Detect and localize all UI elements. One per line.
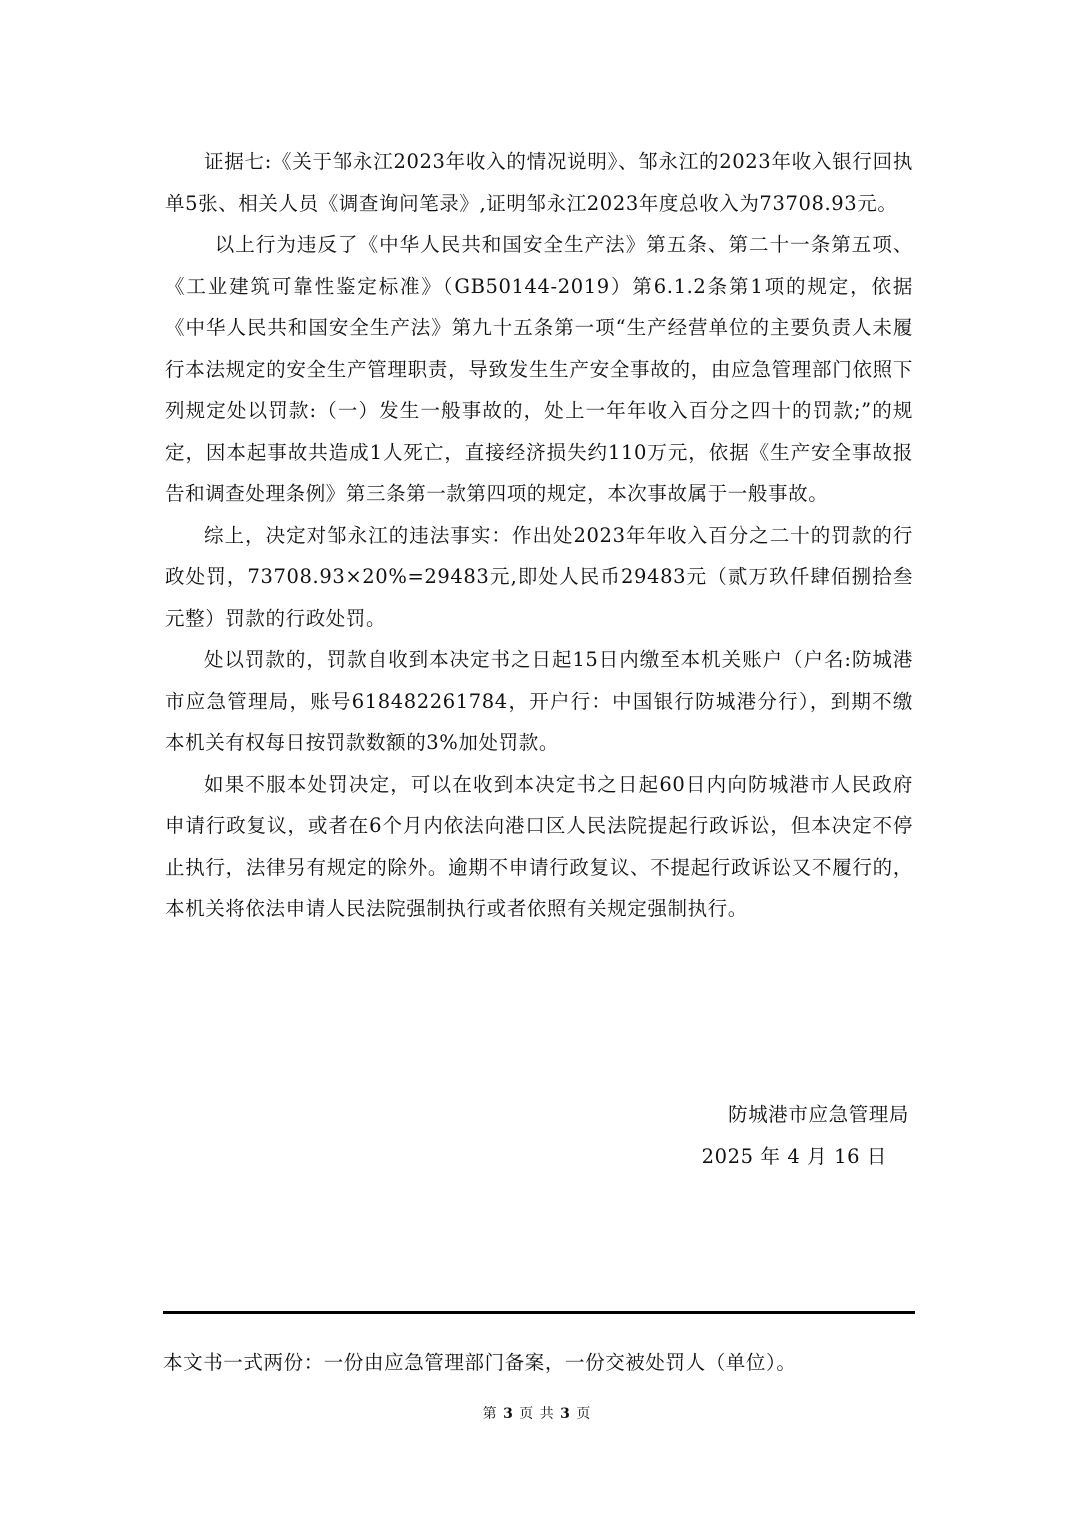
footnote-divider	[163, 1311, 915, 1314]
signature-block	[702, 1094, 909, 1177]
page-number-current: 3	[503, 1406, 514, 1422]
paragraph-penalty-decision: 综上，决定对邹永江的违法事实：作出处2023年年收入百分之二十的罚款的行政处罚，73708.93×20%=29483元,即处人民币29483元（贰万玖仟肆佰捌拾叁元整）罚款的行政处罚。	[165, 523, 913, 630]
page-number-suffix: 页	[576, 1406, 592, 1422]
paragraph-payment-instructions: 处以罚款的，罚款自收到本决定书之日起15日内缴至本机关账户（户名:防城港市应急管理局，账号618482261784，开户行：中国银行防城港分行），到期不缴本机关有权每日按罚款数额的3%加处罚款。	[165, 648, 913, 754]
issuing-organization: 防城港市应急管理局	[728, 1103, 909, 1126]
page-number-middle: 页 共	[519, 1406, 555, 1422]
paragraph-evidence-seven: 证据七:《关于邹永江2023年收入的情况说明》、邹永江的2023年收入银行回执单5张、相关人员《调查询问笔录》,证明邹永江2023年度总收入为73708.93元。	[165, 150, 913, 215]
paragraph-violation-basis: 以上行为违反了《中华人民共和国安全生产法》第五条、第二十一条第五项、《工业建筑可靠性鉴定标准》（GB50144-2019）第6.1.2条第1项的规定，依据《中华人民共和国安全生产法》第九十五条第一项“生产经营单位的主要负责人未履行本法规定的安全生产管理职责，导致发生生产安全事故的，由应急管理部门依照下列规定处以罚款:（一）发生一般事故的，处上一年年收入百分之四十的罚款;”的规定，因本起事故共造成1人死亡，直接经济损失约110万元，依据《生产安全事故报告和调查处理条例》第三条第一款第四项的规定，本次事故属于一般事故。	[165, 233, 913, 505]
page-number-prefix: 第	[482, 1406, 498, 1422]
document-body	[165, 141, 913, 930]
issue-date: 2025 年 4 月 16 日	[701, 1144, 887, 1168]
page-number	[0, 1404, 1074, 1424]
footnote-copies-note: 本文书一式两份：一份由应急管理部门备案，一份交被处罚人（单位）。	[163, 1351, 797, 1374]
paragraph-appeal-rights: 如果不服本处罚决定，可以在收到本决定书之日起60日内向防城港市人民政府申请行政复议，或者在6个月内依法向港口区人民法院提起行政诉讼，但本决定不停止执行，法律另有规定的除外。逾期不申请行政复议、不提起行政诉讼又不履行的，本机关将依法申请人民法院强制执行或者依照有关规定强制执行。	[165, 772, 913, 920]
page-number-total: 3	[560, 1406, 571, 1422]
